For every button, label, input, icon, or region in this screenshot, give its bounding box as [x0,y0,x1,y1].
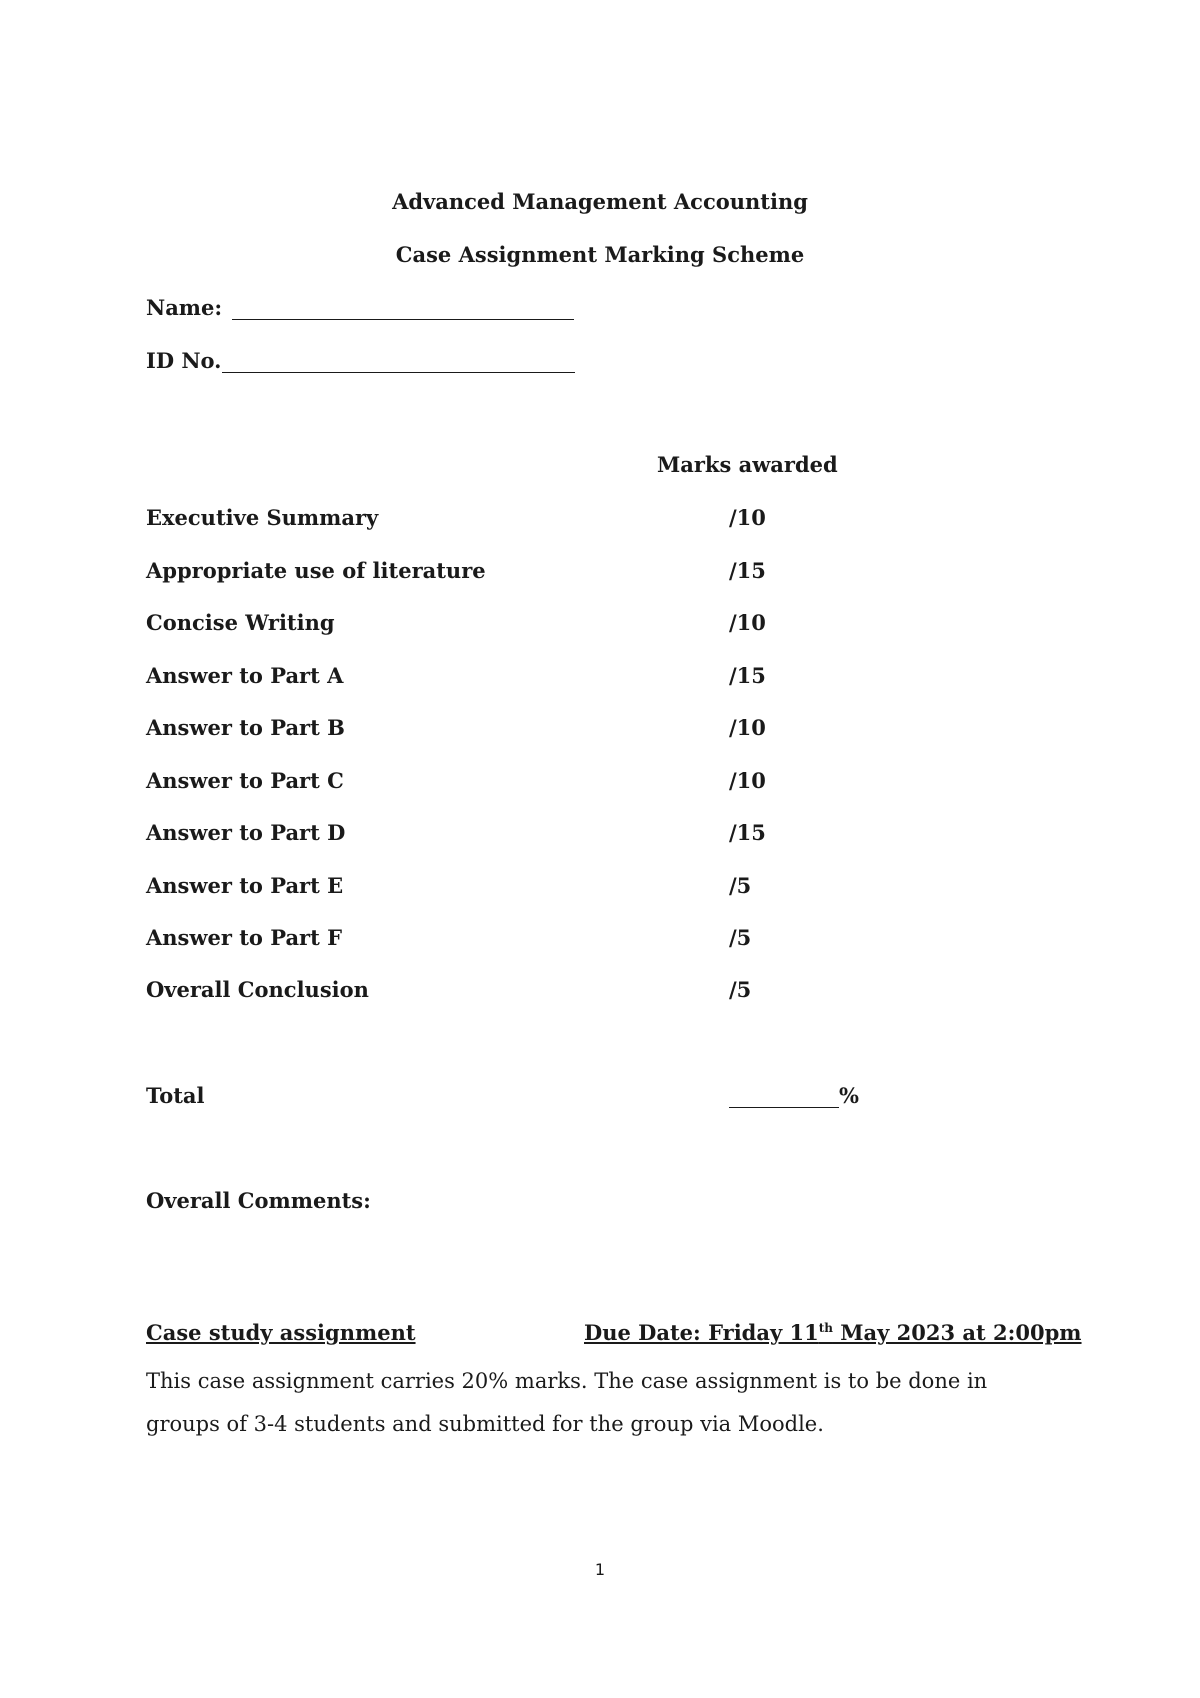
row-label: Answer to Part B [146,715,345,740]
row-mark: /10 [729,610,766,635]
row-label: Answer to Part E [146,873,344,898]
row-label: Answer to Part A [146,663,344,688]
total-label: Total [146,1083,205,1108]
id-label: ID No. [146,348,222,373]
due-date-ordinal: th [818,1321,833,1335]
row-mark: /15 [729,820,766,845]
overall-comments-label: Overall Comments: [146,1188,371,1213]
row-mark: /15 [729,558,766,583]
name-blank-line [232,299,574,320]
row-label: Appropriate use of literature [146,558,486,583]
row-mark: /5 [729,977,752,1002]
row-label: Answer to Part F [146,925,343,950]
row-label: Answer to Part C [146,768,344,793]
case-study-heading: Case study assignment [146,1320,416,1345]
row-mark: /10 [729,505,766,530]
row-label: Overall Conclusion [146,977,369,1002]
page-number: 1 [594,1560,606,1579]
marks-awarded-header: Marks awarded [657,452,838,477]
id-field [146,348,575,373]
due-date [584,1320,1082,1345]
id-blank-line [222,352,575,373]
row-label: Concise Writing [146,610,335,635]
course-title: Advanced Management Accounting [392,189,808,214]
total-blank-line [729,1087,839,1108]
name-field [146,295,574,320]
assignment-description: This case assignment carries 20% marks. The case assignment is to be done in groups of 3-4 students and submitted for the group via Moodle. [146,1369,988,1436]
due-date-prefix: Due Date: Friday 11 [584,1320,819,1345]
row-mark: /10 [729,715,766,740]
row-mark: /10 [729,768,766,793]
due-date-suffix: May 2023 at 2:00pm [832,1320,1082,1345]
name-label: Name: [146,295,223,320]
row-label: Answer to Part D [146,820,346,845]
row-mark: /15 [729,663,766,688]
total-percent-sign: % [839,1083,859,1108]
document-title: Case Assignment Marking Scheme [395,242,805,267]
row-label: Executive Summary [146,505,379,530]
total-field [729,1083,859,1108]
row-mark: /5 [729,873,752,898]
row-mark: /5 [729,925,752,950]
